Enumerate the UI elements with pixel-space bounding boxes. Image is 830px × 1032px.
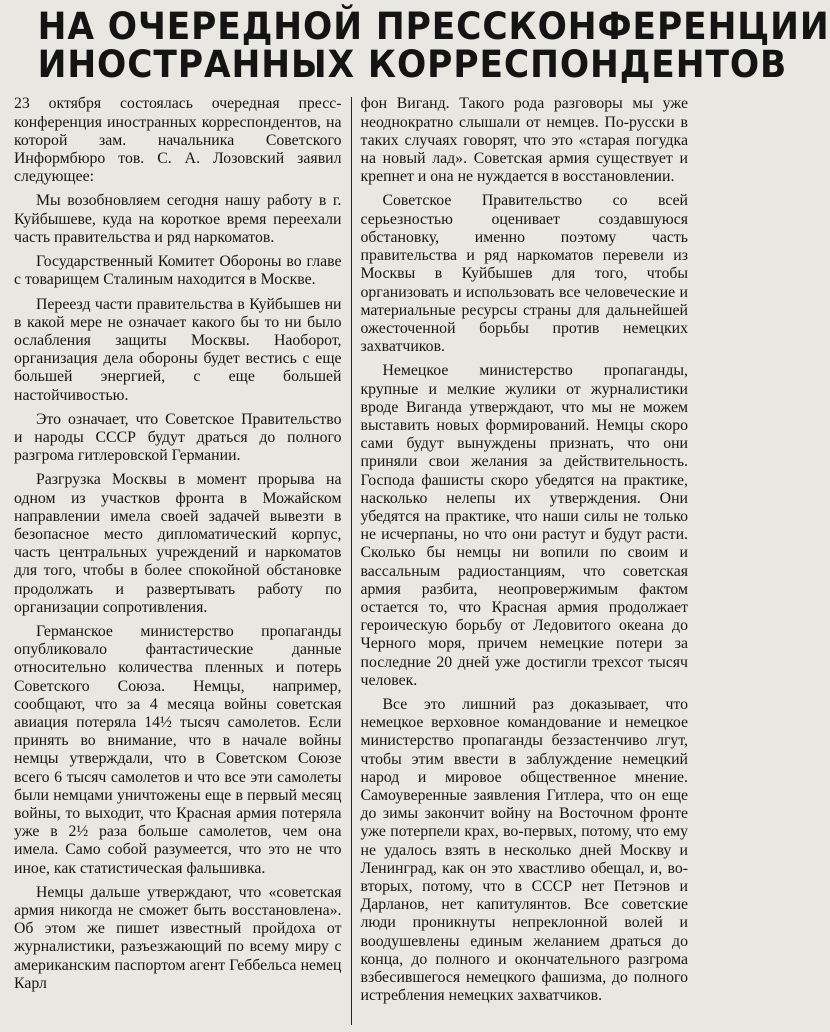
- paragraph: фон Виганд. Такого рода разговоры мы уже неоднократно слышали от немцев. По-русски в таких случаях говорят, что это «старая погудка на новый лад». Советская армия существует и крепнет и она не нуждается в восстановлении.: [360, 95, 688, 186]
- paragraph: Государственный Комитет Обороны во главе с товарищем Сталиным находится в Москве.: [14, 253, 342, 289]
- paragraph: Немецкое министерство пропаганды, крупные и мелкие жулики от журналистики вроде Виганда утверждают, что мы не можем выставить новых формирований. Немцы скоро сами будут вынуждены признать, что они приняли свои желания за действительность. Господа фашисты скоро убедятся на практике, насколько нелепы их утверждения. Они убедятся на практике, что наши силы не только не исчерпаны, но что они растут и будут расти. Сколько бы немцы ни вопили по своим и вассальным радиостанциям, что советская армия разбита, неопровержимым фактом остается то, что Красная армия продолжает героическую борьбу от Ледовитого океана до Черного моря, причем немецкие потери за последние 20 дней уже достигли трехсот тысяч человек.: [360, 362, 688, 689]
- paragraph: Все это лишний раз доказывает, что немецкое верховное командование и немецкое министерство пропаганды беззастенчиво лгут, чтобы этим ввести в заблуждение немецкий народ и мировое общественное мнение. Самоуверенные заявления Гитлера, что он еще до зимы закончит войну на Восточном фронте уже потерпели крах, во-первых, потому, что ему не удалось взять в несколько дней Москву и Ленинград, как он это хвастливо обещал, и, во-вторых, потому, что в СССР нет Петэнов и Дарланов, нет капитулянтов. Все советские люди проникнуты непреклонной волей и воодушевлены единым желанием драться до конца, до полного и окончательного разгрома взбесившегося немецкого фашизма, до полного истребления немецких захватчиков.: [360, 695, 688, 1005]
- paragraph: Германское министерство пропаганды опубликовало фантастические данные относительно количества пленных и потерь Советского Союза. Немцы, например, сообщают, что за 4 месяца войны советская авиация потеряла 14½ тысяч самолетов. Если принять во внимание, что в начале войны немцы утверждали, что в Советском Союзе всего 6 тысяч самолетов и что все эти самолеты были немцами уничтожены еще в первый месяц войны, то выходит, что Красная армия потеряла уже в 2½ раза больше самолетов, чем она имела. Само собой разумеется, что это не что иное, как статистическая фальшивка.: [14, 622, 342, 877]
- paragraph: Переезд части правительства в Куйбышев ни в какой мере не означает какого бы то ни было ослабления защиты Москвы. Наоборот, организация дела обороны будет вестись с еще большей энергией, с еще большей настойчивостью.: [14, 295, 342, 404]
- left-column: [14, 95, 351, 1025]
- paragraph: 23 октября состоялась очередная пресс-конференция иностранных корреспондентов, на которой зам. начальника Советского Информбюро тов. С. А. Лозовский заявил следующее:: [14, 95, 342, 186]
- paragraph: Разгрузка Москвы в момент прорыва на одном из участков фронта в Можайском направлении имела своей задачей вывезти в безопасное место дипломатический корпус, часть центральных учреждений и наркоматов для того, чтобы в более спокойной обстановке продолжать и развертывать работу по организации сопротивления.: [14, 471, 342, 616]
- paragraph: Это означает, что Советское Правительство и народы СССР будут драться до полного разгрома гитлеровской Германии.: [14, 410, 342, 465]
- paragraph: Немцы дальше утверждают, что «советская армия никогда не сможет быть восстановлена». Об этом же пишет известный пройдоха от журналистики, разъезжающий по всему миру с американским паспортом агент Геббельса немец Карл: [14, 883, 342, 992]
- paragraph: Мы возобновляем сегодня нашу работу в г. Куйбышеве, куда на короткое время переехали часть правительства и ряд наркоматов.: [14, 192, 342, 246]
- paragraph: Советское Правительство со всей серьезностью оценивает создавшуюся обстановку, именно поэтому часть правительства и ряд наркоматов перевели из Москвы в Куйбышев для того, чтобы организовать и использовать все человеческие и материальные ресурсы страны для дальнейшей ожесточенной борьбы против немецких захватчиков.: [360, 192, 688, 356]
- headline-line-1: НА ОЧЕРЕДНОЙ ПРЕССКОНФЕРЕНЦИИ: [37, 5, 830, 48]
- headline: [37, 5, 830, 86]
- headline-line-2: ИНОСТРАННЫХ КОРРЕСПОНДЕНТОВ: [37, 42, 788, 86]
- right-column: [352, 95, 689, 1025]
- article-columns: [14, 95, 688, 1025]
